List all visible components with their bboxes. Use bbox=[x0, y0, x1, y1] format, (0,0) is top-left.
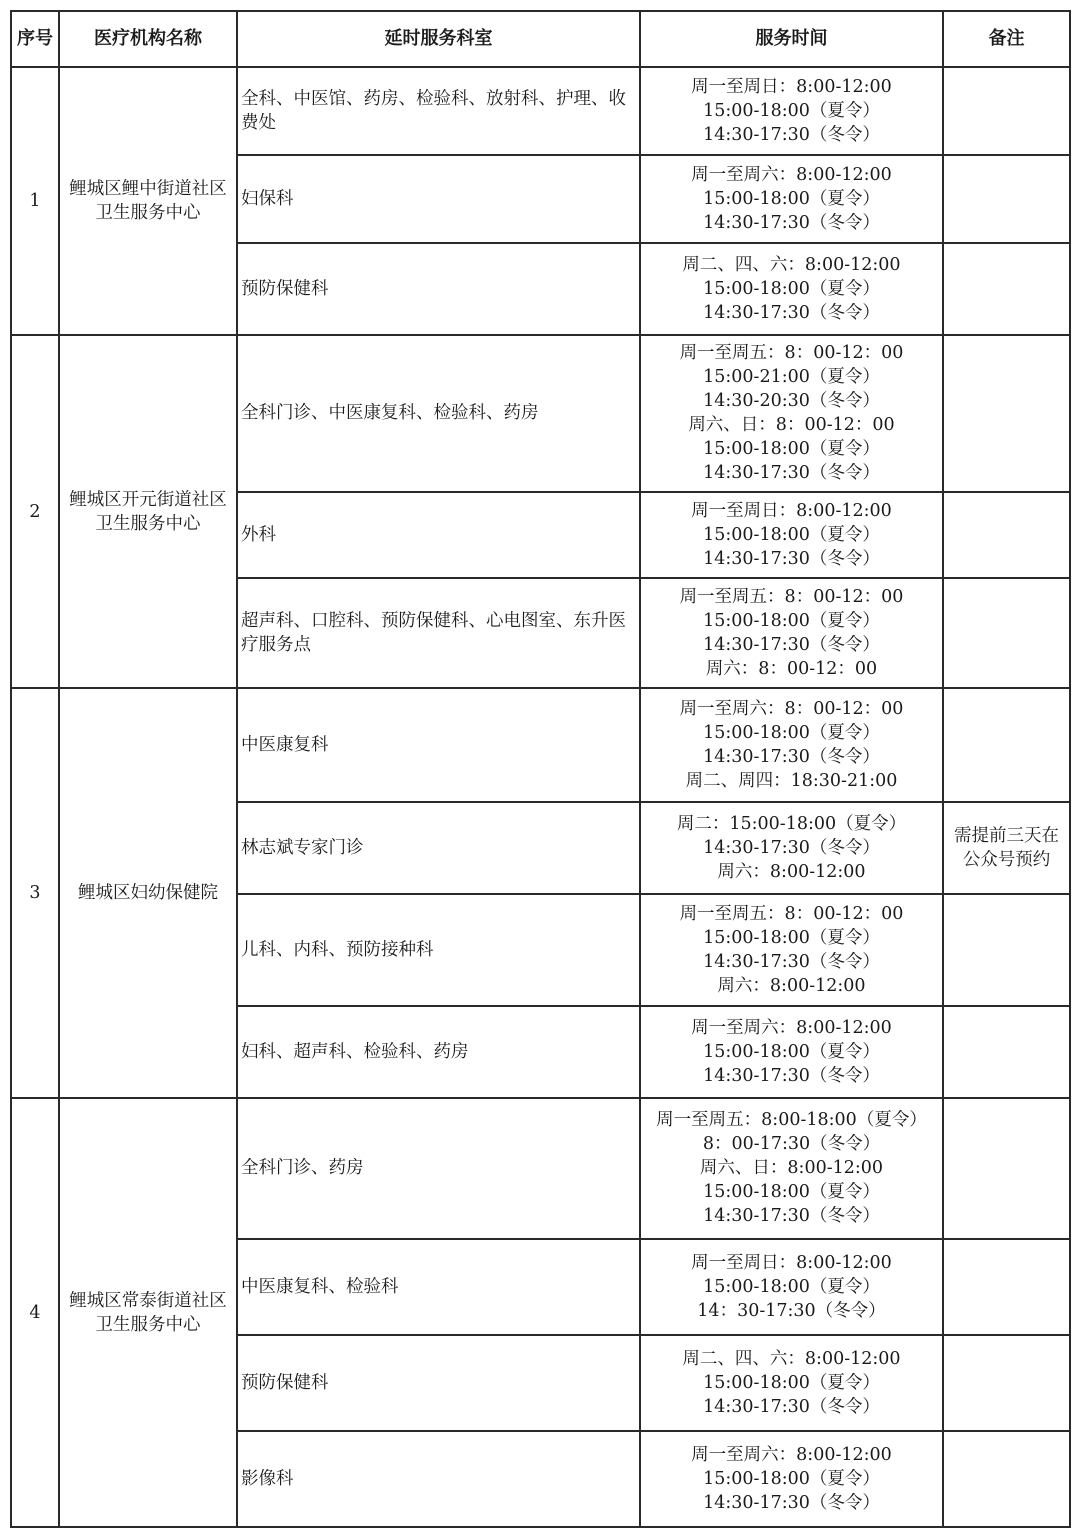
note-cell bbox=[943, 1431, 1070, 1527]
department-text: 全科门诊、中医康复科、检验科、药房 bbox=[241, 403, 539, 424]
service-time-line: 周一至周日：8:00-12:00 bbox=[691, 77, 892, 98]
table-row bbox=[11, 67, 1070, 155]
institution-name bbox=[59, 1098, 237, 1527]
service-time-line: 15:00-18:00（夏令） bbox=[703, 1182, 880, 1203]
service-time-line: 15:00-18:00（夏令） bbox=[703, 928, 880, 949]
header-note: 备注 bbox=[943, 11, 1070, 67]
note-cell bbox=[943, 335, 1070, 491]
table-row bbox=[11, 335, 1070, 491]
department-text: 林志斌专家门诊 bbox=[241, 838, 364, 859]
service-time-cell bbox=[640, 335, 943, 491]
department-text: 全科、中医馆、药房、检验科、放射科、护理、收费处 bbox=[241, 89, 626, 134]
service-time-line: 14:30-17:30（冬令） bbox=[703, 1066, 880, 1087]
service-time-line: 周一至周五：8：00-12：00 bbox=[679, 343, 904, 364]
service-time-line: 15:00-18:00（夏令） bbox=[703, 1372, 880, 1393]
note-cell bbox=[943, 578, 1070, 688]
service-time-line: 14:30-17:30（冬令） bbox=[703, 1206, 880, 1227]
service-time-line: 周六、日：8：00-12：00 bbox=[688, 415, 895, 436]
service-time-line: 周一至周日：8:00-12:00 bbox=[691, 500, 892, 521]
service-time-line: 周六：8：00-12：00 bbox=[705, 658, 878, 679]
institution-name bbox=[59, 335, 237, 687]
service-time-line: 周一至周五：8：00-12：00 bbox=[679, 586, 904, 607]
department-cell bbox=[237, 335, 640, 491]
row-number: 1 bbox=[11, 67, 59, 335]
department-cell bbox=[237, 67, 640, 155]
header-time: 服务时间 bbox=[640, 11, 943, 67]
service-time-line: 周六：8:00-12:00 bbox=[717, 976, 866, 997]
service-time-line: 周一至周六：8:00-12:00 bbox=[691, 1018, 892, 1039]
table-row bbox=[11, 1098, 1070, 1238]
department-text: 影像科 bbox=[241, 1468, 294, 1489]
service-time-line: 14:30-17:30（冬令） bbox=[703, 548, 880, 569]
schedule-table bbox=[10, 10, 1071, 1528]
department-cell bbox=[237, 1239, 640, 1335]
service-time-line: 周二、四、六：8:00-12:00 bbox=[682, 1348, 901, 1369]
department-cell bbox=[237, 688, 640, 802]
row-number: 3 bbox=[11, 688, 59, 1099]
service-time-line: 15:00-18:00（夏令） bbox=[703, 1042, 880, 1063]
note-cell bbox=[943, 802, 1070, 894]
institution-name-line: 鲤城区鲤中街道社区 bbox=[69, 179, 227, 200]
department-text: 超声科、口腔科、预防保健科、心电图室、东升医疗服务点 bbox=[241, 610, 626, 655]
department-text: 全科门诊、药房 bbox=[241, 1158, 364, 1179]
service-time-line: 15:00-18:00（夏令） bbox=[703, 189, 880, 210]
department-cell bbox=[237, 1098, 640, 1238]
header-row bbox=[11, 11, 1070, 67]
institution-name-line: 卫生服务中心 bbox=[95, 1314, 201, 1335]
service-time-line: 14:30-17:30（冬令） bbox=[703, 838, 880, 859]
note-cell bbox=[943, 1239, 1070, 1335]
department-text: 儿科、内科、预防接种科 bbox=[241, 940, 434, 961]
department-cell bbox=[237, 243, 640, 335]
department-cell bbox=[237, 1335, 640, 1431]
note-cell bbox=[943, 894, 1070, 1006]
institution-name bbox=[59, 67, 237, 335]
note-cell bbox=[943, 492, 1070, 578]
service-time-line: 14:30-17:30（冬令） bbox=[703, 746, 880, 767]
row-number: 4 bbox=[11, 1098, 59, 1527]
schedule-body bbox=[11, 67, 1070, 1527]
row-number: 2 bbox=[11, 335, 59, 687]
department-cell bbox=[237, 1006, 640, 1098]
service-time-cell bbox=[640, 1239, 943, 1335]
department-text: 预防保健科 bbox=[241, 1372, 329, 1393]
service-time-cell bbox=[640, 1006, 943, 1098]
service-time-line: 15:00-18:00（夏令） bbox=[703, 439, 880, 460]
service-time-cell bbox=[640, 578, 943, 688]
service-time-line: 15:00-18:00（夏令） bbox=[703, 101, 880, 122]
service-time-line: 周一至周五：8:00-18:00（夏令） bbox=[656, 1110, 927, 1131]
service-time-line: 周一至周六：8：00-12：00 bbox=[679, 698, 904, 719]
note-cell bbox=[943, 688, 1070, 802]
department-text: 预防保健科 bbox=[241, 279, 329, 300]
department-cell bbox=[237, 155, 640, 243]
institution-name-line: 卫生服务中心 bbox=[95, 513, 201, 534]
service-time-cell bbox=[640, 802, 943, 894]
department-cell bbox=[237, 492, 640, 578]
department-text: 中医康复科 bbox=[241, 734, 329, 755]
institution-name-line: 鲤城区妇幼保健院 bbox=[78, 883, 218, 904]
service-time-line: 14:30-17:30（冬令） bbox=[703, 1396, 880, 1417]
service-time-line: 15:00-18:00（夏令） bbox=[703, 279, 880, 300]
department-text: 外科 bbox=[241, 524, 276, 545]
service-time-line: 15:00-18:00（夏令） bbox=[703, 1276, 880, 1297]
service-time-line: 14：30-17:30（冬令） bbox=[697, 1300, 886, 1321]
service-time-line: 15:00-21:00（夏令） bbox=[703, 367, 880, 388]
service-time-line: 15:00-18:00（夏令） bbox=[703, 1468, 880, 1489]
note-cell bbox=[943, 1335, 1070, 1431]
service-time-line: 周六、日：8:00-12:00 bbox=[699, 1158, 884, 1179]
service-time-cell bbox=[640, 67, 943, 155]
service-time-line: 14:30-17:30（冬令） bbox=[703, 1492, 880, 1513]
header-no: 序号 bbox=[11, 11, 59, 67]
service-time-line: 周一至周日：8:00-12:00 bbox=[691, 1252, 892, 1273]
service-time-line: 周二、周四：18:30-21:00 bbox=[685, 770, 898, 791]
department-text: 妇科、超声科、检验科、药房 bbox=[241, 1042, 469, 1063]
note-cell bbox=[943, 155, 1070, 243]
service-time-line: 周一至周六：8:00-12:00 bbox=[691, 1444, 892, 1465]
service-time-line: 周二、四、六：8:00-12:00 bbox=[682, 255, 901, 276]
service-time-line: 14:30-17:30（冬令） bbox=[703, 125, 880, 146]
department-cell bbox=[237, 1431, 640, 1527]
department-cell bbox=[237, 578, 640, 688]
service-time-cell bbox=[640, 492, 943, 578]
service-time-line: 14:30-17:30（冬令） bbox=[703, 952, 880, 973]
department-cell bbox=[237, 894, 640, 1006]
service-time-cell bbox=[640, 894, 943, 1006]
department-text: 妇保科 bbox=[241, 189, 294, 210]
institution-name-line: 卫生服务中心 bbox=[95, 203, 201, 224]
service-time-line: 周六：8:00-12:00 bbox=[717, 862, 866, 883]
service-time-line: 15:00-18:00（夏令） bbox=[703, 722, 880, 743]
service-time-line: 14:30-17:30（冬令） bbox=[703, 634, 880, 655]
department-text: 中医康复科、检验科 bbox=[241, 1276, 399, 1297]
note-cell bbox=[943, 67, 1070, 155]
service-time-line: 14:30-20:30（冬令） bbox=[703, 391, 880, 412]
service-time-line: 14:30-17:30（冬令） bbox=[703, 213, 880, 234]
service-time-line: 8：00-17:30（冬令） bbox=[702, 1134, 881, 1155]
institution-name-line: 鲤城区常泰街道社区 bbox=[69, 1290, 227, 1311]
service-time-cell bbox=[640, 243, 943, 335]
service-time-cell bbox=[640, 155, 943, 243]
note-cell bbox=[943, 243, 1070, 335]
service-time-line: 15:00-18:00（夏令） bbox=[703, 524, 880, 545]
service-time-line: 14:30-17:30（冬令） bbox=[703, 303, 880, 324]
service-time-line: 15:00-18:00（夏令） bbox=[703, 610, 880, 631]
table-row bbox=[11, 688, 1070, 802]
header-department: 延时服务科室 bbox=[237, 11, 640, 67]
institution-name bbox=[59, 688, 237, 1099]
note-text-line: 需提前三天在 bbox=[954, 826, 1059, 847]
department-cell bbox=[237, 802, 640, 894]
institution-name-line: 鲤城区开元街道社区 bbox=[69, 489, 227, 510]
service-time-line: 周二：15:00-18:00（夏令） bbox=[676, 814, 907, 835]
header-institution: 医疗机构名称 bbox=[59, 11, 237, 67]
service-time-cell bbox=[640, 1431, 943, 1527]
note-text-line: 公众号预约 bbox=[962, 850, 1051, 871]
service-time-line: 14:30-17:30（冬令） bbox=[703, 463, 880, 484]
note-cell bbox=[943, 1006, 1070, 1098]
service-time-cell bbox=[640, 688, 943, 802]
note-cell bbox=[943, 1098, 1070, 1238]
service-time-line: 周一至周五：8：00-12：00 bbox=[679, 904, 904, 925]
service-time-cell bbox=[640, 1335, 943, 1431]
service-time-line: 周一至周六：8:00-12:00 bbox=[691, 165, 892, 186]
service-time-cell bbox=[640, 1098, 943, 1238]
